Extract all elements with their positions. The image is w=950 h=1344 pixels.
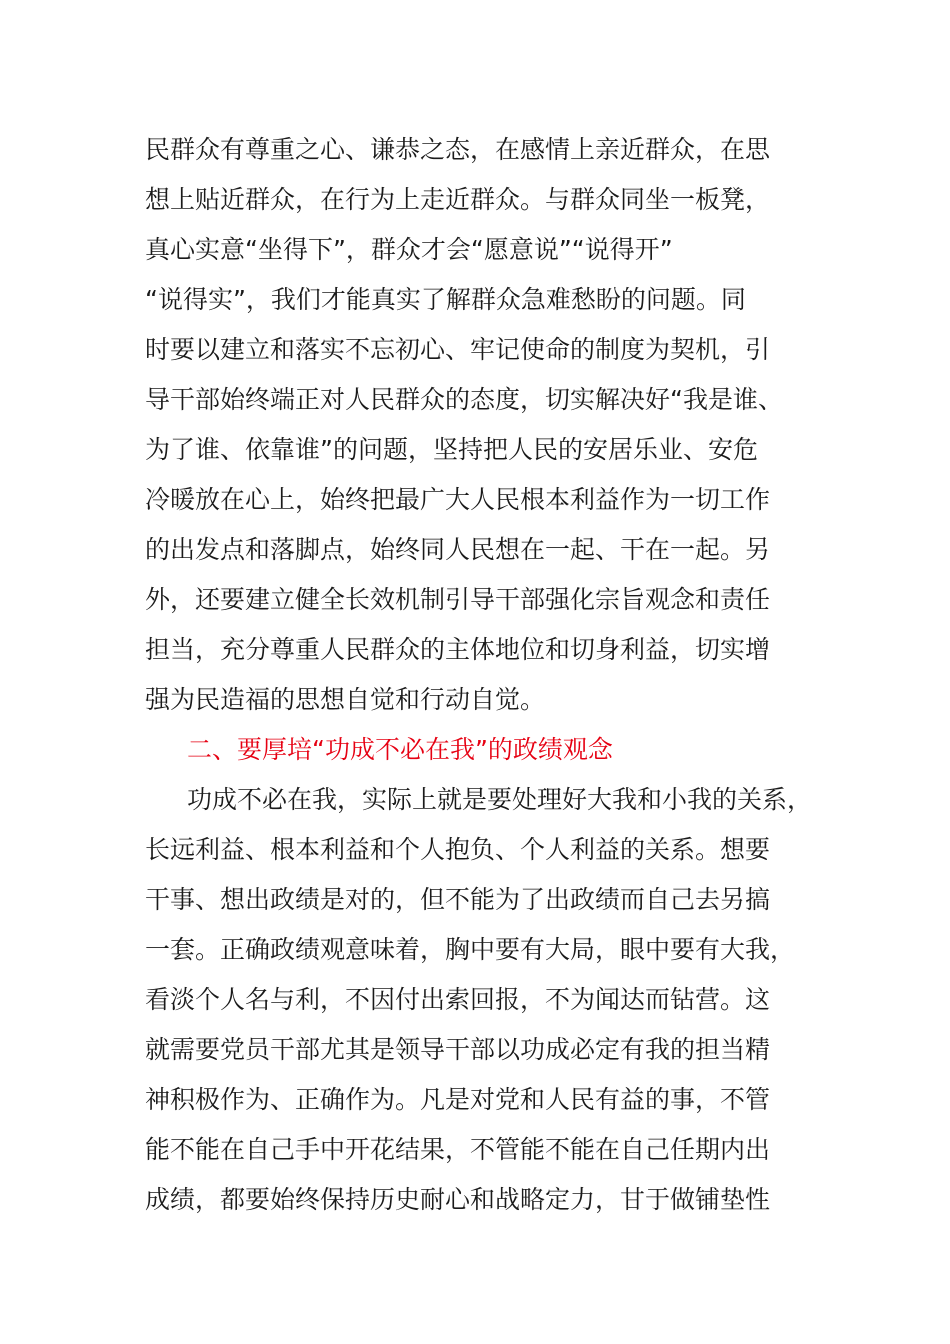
paragraph-line: “说得实”，我们才能真实了解群众急难愁盼的问题。同 — [145, 285, 746, 314]
paragraph-line: 就需要党员干部尤其是领导干部以功成必定有我的担当精 — [145, 1035, 771, 1064]
paragraph-line: 担当，充分尊重人民群众的主体地位和切身利益，切实增 — [145, 635, 771, 664]
paragraph-line: 民群众有尊重之心、谦恭之态，在感情上亲近群众，在思 — [145, 135, 771, 164]
paragraph-line: 的出发点和落脚点，始终同人民想在一起、干在一起。另 — [145, 535, 771, 564]
paragraph-line: 导干部始终端正对人民群众的态度，切实解决好“我是谁、 — [145, 385, 783, 414]
paragraph-line: 干事、想出政绩是对的，但不能为了出政绩而自己去另搞 — [145, 885, 771, 914]
paragraph-line: 外，还要建立健全长效机制引导干部强化宗旨观念和责任 — [145, 585, 771, 614]
paragraph-line: 冷暖放在心上，始终把最广大人民根本利益作为一切工作 — [145, 485, 771, 514]
paragraph-line: 为了谁、依靠谁”的问题，坚持把人民的安居乐业、安危 — [145, 435, 758, 464]
paragraph-line: 想上贴近群众，在行为上走近群众。与群众同坐一板凳， — [145, 185, 771, 214]
section-heading: 二、要厚培“功成不必在我”的政绩观念 — [187, 735, 613, 764]
paragraph-line: 长远利益、根本利益和个人抱负、个人利益的关系。想要 — [145, 835, 771, 864]
paragraph-line: 真心实意“坐得下”，群众才会“愿意说”“说得开” — [145, 235, 673, 264]
paragraph-line: 神积极作为、正确作为。凡是对党和人民有益的事，不管 — [145, 1085, 771, 1114]
paragraph-line: 成绩，都要始终保持历史耐心和战略定力，甘于做铺垫性 — [145, 1185, 771, 1214]
paragraph-line: 一套。正确政绩观意味着，胸中要有大局，眼中要有大我， — [145, 935, 796, 964]
paragraph-line: 强为民造福的思想自觉和行动自觉。 — [145, 685, 546, 714]
paragraph-line: 能不能在自己手中开花结果，不管能不能在自己任期内出 — [145, 1135, 771, 1164]
paragraph-line: 功成不必在我，实际上就是要处理好大我和小我的关系， — [187, 785, 813, 814]
paragraph-line: 看淡个人名与利，不因付出索回报，不为闻达而钻营。这 — [145, 985, 771, 1014]
paragraph-line: 时要以建立和落实不忘初心、牢记使命的制度为契机，引 — [145, 335, 771, 364]
